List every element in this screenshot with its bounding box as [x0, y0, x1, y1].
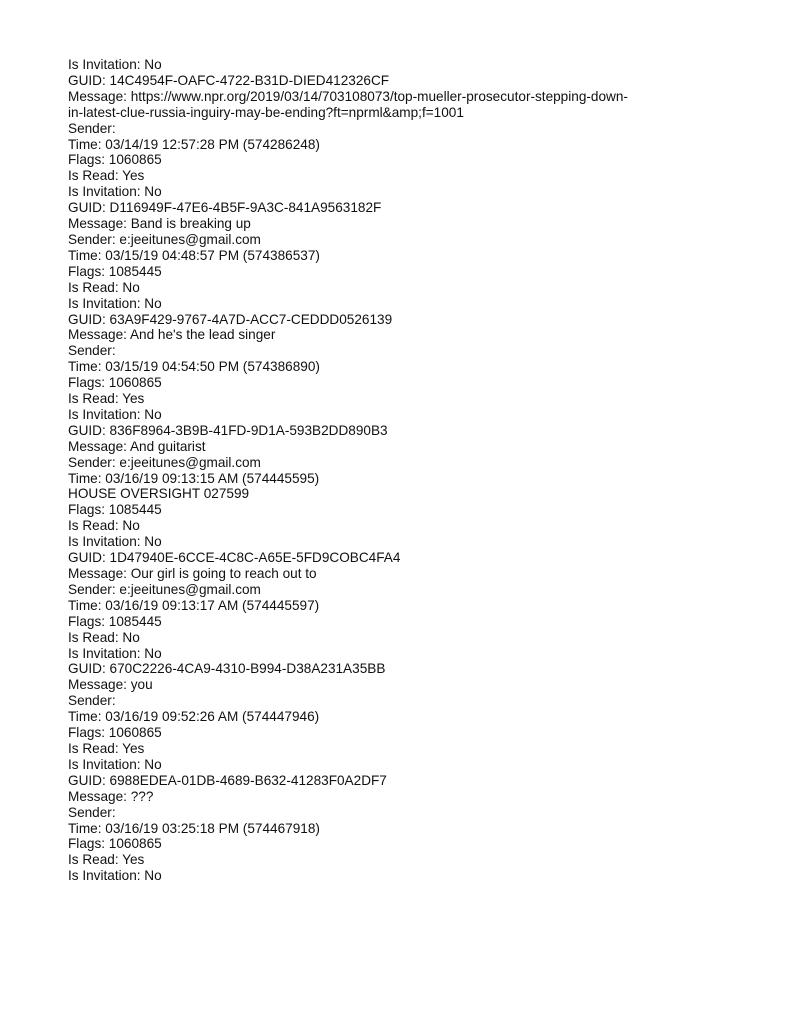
read-status-line: Is Read: Yes — [68, 740, 145, 756]
time-line: Time: 03/15/19 04:48:57 PM (574386537) — [68, 247, 320, 263]
guid-line: GUID: 836F8964-3B9B-41FD-9D1A-593B2DD890B3 — [68, 422, 388, 438]
message-line-continued: in-latest-clue-russia-inguiry-may-be-ending?ft=nprml&amp;f=1001 — [68, 104, 464, 120]
sender-line: Sender: e:jeeitunes@gmail.com — [68, 231, 261, 247]
invitation-line: Is Invitation: No — [68, 295, 162, 311]
read-status-line: Is Read: Yes — [68, 852, 145, 868]
message-line: Message: you — [68, 677, 153, 693]
read-status-line: Is Read: No — [68, 518, 140, 534]
time-line: Time: 03/16/19 09:52:26 AM (574447946) — [68, 709, 320, 725]
read-status-line: Is Read: No — [68, 279, 140, 295]
invitation-line: Is Invitation: No — [68, 756, 162, 772]
page-footer-stamp: HOUSE OVERSIGHT 027599 — [68, 486, 250, 502]
time-line: Time: 03/16/19 09:13:17 AM (574445597) — [68, 597, 320, 613]
guid-line: GUID: 6988EDEA-01DB-4689-B632-41283F0A2DF7 — [68, 772, 387, 788]
invitation-line: Is Invitation: No — [68, 57, 162, 72]
read-status-line: Is Read: Yes — [68, 168, 145, 184]
read-status-line: Is Read: Yes — [68, 391, 145, 407]
read-status-line: Is Read: No — [68, 629, 140, 645]
message-line: Message: Band is breaking up — [68, 216, 251, 232]
flags-line: Flags: 1060865 — [68, 152, 162, 168]
sender-line: Sender: — [68, 120, 116, 136]
guid-line: GUID: 63A9F429-9767-4A7D-ACC7-CEDDD0526139 — [68, 311, 393, 327]
document-page — [68, 57, 748, 884]
sender-line: Sender: e:jeeitunes@gmail.com — [68, 454, 261, 470]
message-line: Message: ??? — [68, 788, 154, 804]
invitation-line: Is Invitation: No — [68, 184, 162, 200]
flags-line: Flags: 1085445 — [68, 613, 162, 629]
sender-line: Sender: — [68, 804, 116, 820]
sender-line: Sender: — [68, 343, 116, 359]
guid-line: GUID: 670C2226-4CA9-4310-B994-D38A231A35BB — [68, 661, 386, 677]
guid-line: GUID: D116949F-47E6-4B5F-9A3C-841A9563182F — [68, 200, 382, 216]
invitation-line: Is Invitation: No — [68, 645, 162, 661]
message-line: Message: And he's the lead singer — [68, 327, 276, 343]
time-line: Time: 03/14/19 12:57:28 PM (574286248) — [68, 136, 320, 152]
message-line: Message: Our girl is going to reach out to — [68, 566, 317, 581]
invitation-line: Is Invitation: No — [68, 406, 162, 422]
sender-line: Sender: e:jeeitunes@gmail.com — [68, 581, 261, 597]
time-line: Time: 03/16/19 03:25:18 PM (574467918) — [68, 820, 320, 836]
time-line: Time: 03/16/19 09:13:15 AM (574445595) — [68, 470, 320, 486]
time-line: Time: 03/15/19 04:54:50 PM (574386890) — [68, 359, 320, 375]
invitation-line: Is Invitation: No — [68, 534, 162, 550]
invitation-line: Is Invitation: No — [68, 868, 162, 884]
message-line: Message: https://www.npr.org/2019/03/14/703108073/top-mueller-prosecutor-stepping-down- — [68, 88, 628, 104]
sender-line: Sender: — [68, 693, 116, 709]
flags-line: Flags: 1060865 — [68, 836, 162, 852]
flags-line: Flags: 1060865 — [68, 375, 162, 391]
flags-line: Flags: 1085445 — [68, 502, 162, 518]
guid-line: GUID: 14C4954F-OAFC-4722-B31D-DIED412326CF — [68, 72, 390, 88]
message-line: Message: And guitarist — [68, 438, 206, 454]
guid-line: GUID: 1D47940E-6CCE-4C8C-A65E-5FD9COBC4FA4 — [68, 550, 401, 566]
flags-line: Flags: 1060865 — [68, 725, 162, 741]
flags-line: Flags: 1085445 — [68, 263, 162, 279]
